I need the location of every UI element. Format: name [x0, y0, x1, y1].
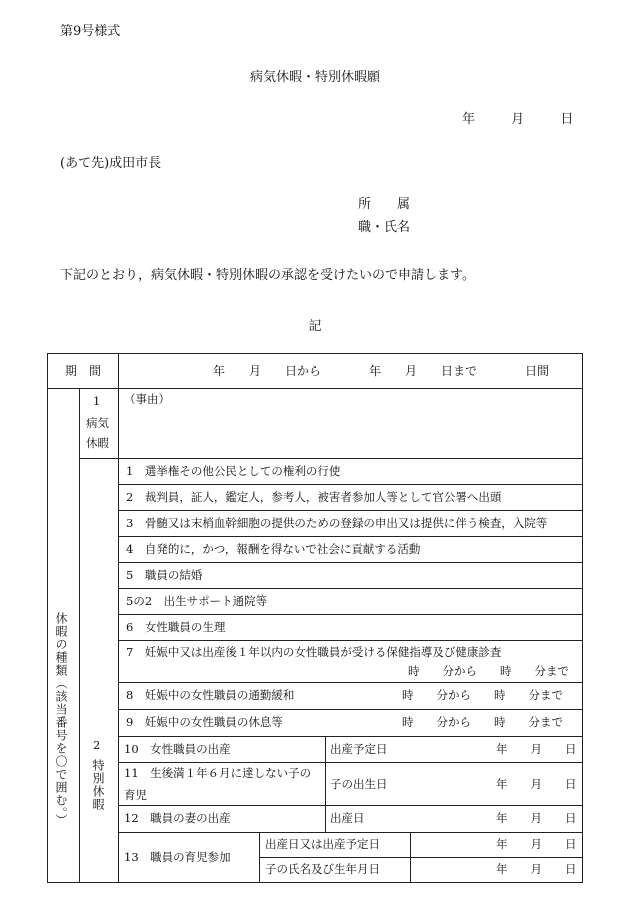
item-10-date: 年 月 日 — [496, 742, 577, 756]
addressee: (あて先)成田市長 — [60, 156, 162, 171]
item-5-2: 5の2 出生サポート通院等 — [126, 594, 268, 608]
item-12-date: 年 月 日 — [496, 811, 577, 825]
row-divider — [118, 562, 583, 563]
item-4: 4 自発的に，かつ，報酬を得ないで社会に貢献する活動 — [126, 542, 421, 556]
date-month: 月 — [511, 112, 525, 127]
column-divider-label — [118, 354, 119, 883]
row-divider — [118, 536, 583, 537]
period-row-divider — [48, 388, 583, 389]
sick-leave-label: 病気 — [86, 416, 109, 430]
sub-column-divider — [259, 832, 260, 883]
item-2: 2 裁判員，証人，鑑定人，参考人，被害者参加人等として官公署へ出頭 — [126, 490, 502, 504]
sick-leave-number: 1 — [93, 394, 101, 408]
name-label: 職・氏名 — [358, 220, 411, 235]
row-divider — [118, 709, 583, 710]
sick-leave-label-2: 休暇 — [86, 436, 109, 450]
row-divider — [118, 614, 583, 615]
item-8: 8 妊娠中の女性職員の通勤緩和 — [126, 688, 295, 702]
item-8-time: 時 分から 時 分まで — [402, 688, 563, 702]
item-11-sub-label: 子の出生日 — [330, 777, 388, 791]
row-divider — [118, 805, 583, 806]
item-13-sub-label-1: 出産日又は出産予定日 — [265, 837, 380, 851]
sick-row-divider — [79, 458, 583, 459]
period-label: 期 間 — [65, 364, 102, 378]
item-7-time: 時 分から 時 分まで — [408, 664, 569, 678]
date-year: 年 — [462, 112, 476, 127]
item-3: 3 骨髄又は末梢血幹細胞の提供のための登録の申出又は提供に伴う検査，入院等 — [126, 516, 548, 530]
column-divider-type — [79, 388, 80, 883]
item-6: 6 女性職員の生理 — [126, 620, 226, 634]
item-11-date: 年 月 日 — [496, 777, 577, 791]
sub-column-divider — [410, 832, 411, 883]
application-date — [462, 108, 573, 127]
row-divider — [118, 484, 583, 485]
row-divider — [118, 736, 583, 737]
ki-label: 記 — [308, 319, 322, 334]
row-divider — [118, 762, 583, 763]
item-11-line2: 育児 — [124, 788, 147, 802]
item-1: 1 選挙権その他公民としての権利の行使 — [126, 464, 341, 478]
item-7: 7 妊娠中又は出産後１年以内の女性職員が受ける保健指導及び健康診査 — [126, 645, 502, 659]
row-divider — [118, 832, 583, 833]
form-title: 病気休暇・特別休暇願 — [249, 70, 380, 85]
reason-label: （事由） — [124, 392, 170, 406]
item-13: 13 職員の育児参加 — [124, 850, 231, 864]
item-13-sub-label-2: 子の氏名及び生年月日 — [265, 862, 380, 876]
item-12: 12 職員の妻の出産 — [124, 811, 231, 825]
special-leave-number: 2 — [93, 738, 101, 752]
vacation-type-label: 休暇の種類（該当番号を〇で囲む。） — [54, 612, 68, 827]
item-10: 10 女性職員の出産 — [124, 742, 231, 756]
request-text: 下記のとおり，病気休暇・特別休暇の承認を受けたいので申請します。 — [60, 268, 475, 283]
item-13-date-1: 年 月 日 — [496, 837, 577, 851]
item-11: 11 生後満１年６月に達しない子の — [124, 766, 312, 780]
row-divider — [118, 682, 583, 683]
period-value: 年 月 日から 年 月 日まで 日間 — [213, 364, 550, 378]
item-12-sub-label: 出産日 — [330, 811, 365, 825]
item-10-sub-label: 出産予定日 — [330, 742, 388, 756]
item-9-time: 時 分から 時 分まで — [402, 715, 563, 729]
item-13-date-2: 年 月 日 — [496, 862, 577, 876]
affiliation-label: 所 属 — [358, 197, 411, 212]
row-divider — [118, 588, 583, 589]
form-number: 第9号様式 — [60, 24, 121, 39]
sub-column-divider — [325, 736, 326, 832]
row-divider — [118, 640, 583, 641]
application-table — [47, 353, 583, 883]
item-5: 5 職員の結婚 — [126, 568, 203, 582]
item-9: 9 妊娠中の女性職員の休息等 — [126, 715, 283, 729]
date-day: 日 — [560, 112, 574, 127]
row-divider — [118, 510, 583, 511]
special-leave-label: 特別休暇 — [91, 759, 105, 811]
row-divider — [259, 857, 583, 858]
